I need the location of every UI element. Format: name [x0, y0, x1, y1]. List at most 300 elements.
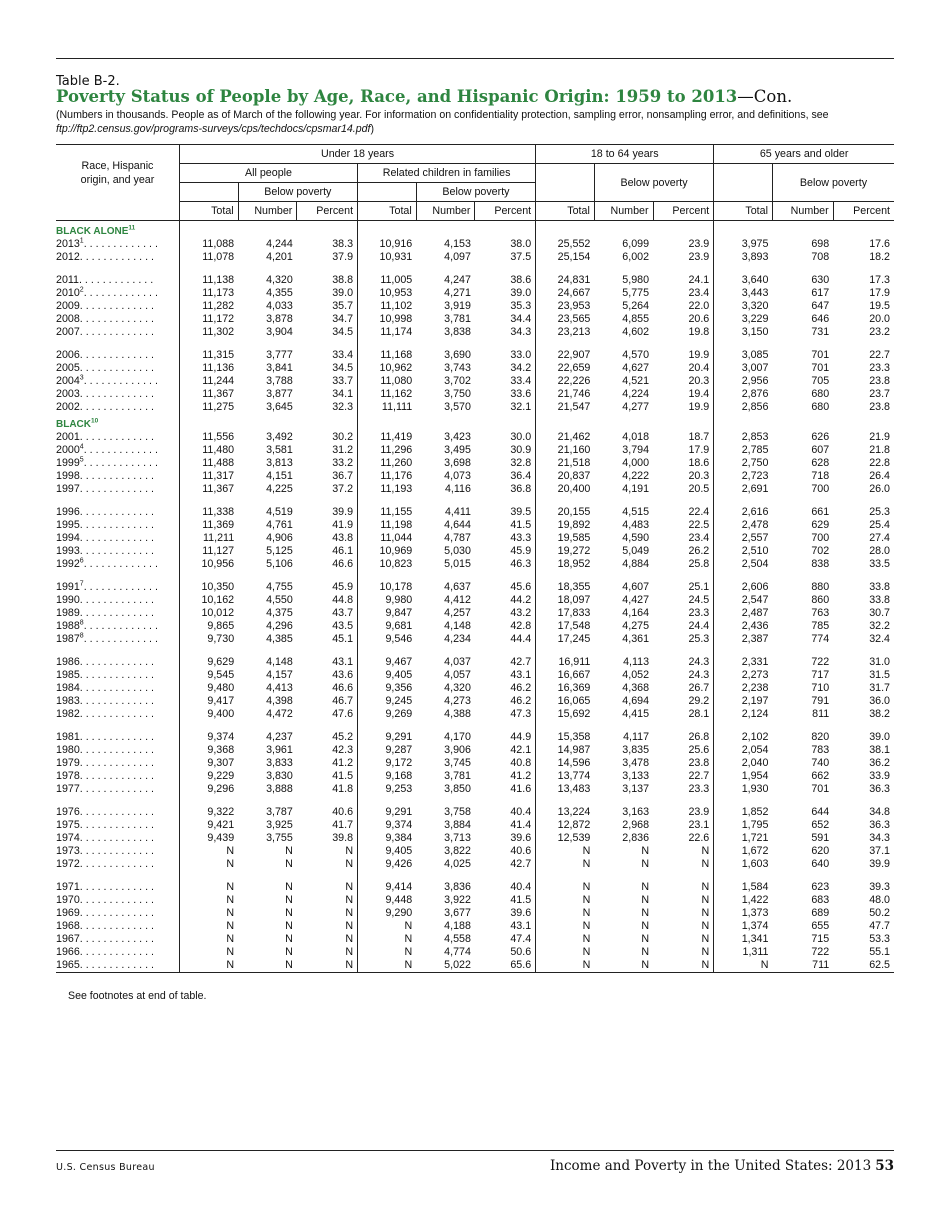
value-cell: 21.8 — [869, 444, 890, 456]
value-cell: 628 — [811, 457, 830, 469]
value-cell: 11,488 — [179, 457, 238, 470]
value-cell: 20.0 — [869, 313, 890, 325]
value-cell: 23.1 — [688, 819, 710, 831]
value-cell: N — [641, 845, 650, 857]
value-cell: 34.2 — [510, 362, 532, 374]
year-text: 2005 — [56, 362, 80, 374]
value-cell: 48.0 — [869, 894, 890, 906]
value-cell: 30.9 — [510, 444, 532, 456]
empty-cell — [714, 264, 773, 274]
value-cell: 10,962 — [358, 362, 417, 375]
value-cell: 18,097 — [536, 594, 595, 607]
value-cell: 13,774 — [536, 770, 595, 783]
value-cell: N — [701, 920, 710, 932]
empty-cell — [772, 721, 833, 731]
value-cell: 36.7 — [332, 470, 354, 482]
value-cell: 4,415 — [622, 708, 650, 720]
value-cell: 4,224 — [622, 388, 650, 400]
leader-dots: . . . . . . . . . . . . . — [79, 483, 155, 495]
value-cell: 9,480 — [179, 682, 238, 695]
value-cell: 39.9 — [869, 858, 890, 870]
value-cell: 4,000 — [622, 457, 650, 469]
year-footnote-ref: 4 — [79, 443, 84, 451]
value-cell: 4,037 — [444, 656, 471, 668]
leader-dots: . . . . . . . . . . . . . — [83, 375, 158, 387]
year-text: 1990 — [56, 594, 80, 606]
value-cell: 710 — [811, 682, 830, 694]
value-cell: 731 — [811, 326, 830, 338]
year-label — [56, 770, 179, 783]
value-cell: 19,272 — [536, 545, 595, 558]
value-cell: 11,369 — [179, 519, 238, 532]
value-cell: 4,472 — [266, 708, 293, 720]
value-cell: 14,987 — [536, 744, 595, 757]
year-label — [56, 558, 179, 571]
leader-dots: . . . . . . . . . . . . . — [79, 731, 155, 743]
value-cell: 880 — [811, 581, 830, 593]
value-cell: 20.3 — [688, 375, 710, 387]
spacer-row — [56, 646, 894, 656]
value-cell: N — [285, 894, 293, 906]
table-row — [56, 313, 894, 326]
table-row — [56, 300, 894, 313]
value-cell: 4,550 — [266, 594, 293, 606]
empty-cell — [653, 571, 714, 581]
value-cell: 9,168 — [358, 770, 417, 783]
value-cell: 9,545 — [179, 669, 238, 682]
value-cell: 11,162 — [358, 388, 417, 401]
value-cell: N — [701, 858, 710, 870]
value-cell: 32.2 — [869, 620, 890, 632]
leader-dots: . . . . . . . . . . . . . — [79, 894, 155, 906]
value-cell: N — [701, 933, 710, 945]
leader-dots: . . . . . . . . . . . . . — [79, 959, 155, 971]
value-cell: 23.4 — [688, 532, 710, 544]
empty-cell — [653, 339, 714, 349]
table-row — [56, 401, 894, 414]
empty-cell — [594, 646, 653, 656]
value-cell: N — [345, 907, 354, 919]
value-cell: N — [179, 845, 238, 858]
value-cell: 2,616 — [714, 506, 773, 519]
leader-dots: . . . . . . . . . . . . . — [79, 326, 155, 338]
table-row — [56, 470, 894, 483]
table-row — [56, 545, 894, 558]
empty-cell — [536, 796, 595, 806]
table-row — [56, 431, 894, 444]
value-cell: 4,368 — [622, 682, 650, 694]
value-cell: 4,694 — [622, 695, 650, 707]
value-cell: 34.7 — [332, 313, 354, 325]
leader-dots: . . . . . . . . . . . . . — [83, 287, 158, 299]
value-cell: 3,133 — [622, 770, 650, 782]
value-cell: 11,078 — [179, 251, 238, 264]
value-cell: N — [536, 881, 595, 894]
value-cell: 11,244 — [179, 375, 238, 388]
value-cell: N — [179, 920, 238, 933]
col-number: Number — [238, 202, 297, 221]
value-cell: N — [536, 933, 595, 946]
leader-dots: . . . . . . . . . . . . . — [79, 920, 155, 932]
section-label — [56, 414, 179, 431]
value-cell: 715 — [811, 933, 830, 945]
value-cell: 2,750 — [714, 457, 773, 470]
value-cell: 4,644 — [444, 519, 471, 531]
year-text: 1974 — [56, 832, 80, 844]
value-cell: 39.0 — [510, 287, 532, 299]
table-row — [56, 558, 894, 571]
value-cell: 27.4 — [869, 532, 890, 544]
empty-cell — [772, 871, 833, 881]
year-text: 2009 — [56, 300, 80, 312]
empty-cell — [833, 414, 894, 431]
empty-cell — [653, 721, 714, 731]
value-cell: 617 — [811, 287, 830, 299]
value-cell: 11,302 — [179, 326, 238, 339]
value-cell: 11,193 — [358, 483, 417, 496]
empty-cell — [536, 721, 595, 731]
year-text: 1976 — [56, 806, 80, 818]
value-cell: 37.2 — [332, 483, 354, 495]
value-cell: 55.1 — [869, 946, 890, 958]
value-cell: 9,414 — [358, 881, 417, 894]
value-cell: 4,097 — [444, 251, 471, 263]
value-cell: 20.3 — [688, 470, 710, 482]
empty-cell — [358, 264, 417, 274]
value-cell: 4,355 — [266, 287, 293, 299]
value-cell: 3,423 — [444, 431, 471, 443]
value-cell: 10,823 — [358, 558, 417, 571]
empty-cell — [416, 339, 475, 349]
empty-cell — [358, 571, 417, 581]
value-cell: 4,412 — [444, 594, 471, 606]
value-cell: 23.7 — [869, 388, 890, 400]
value-cell: 3,443 — [714, 287, 773, 300]
empty-cell — [238, 339, 297, 349]
value-cell: N — [179, 946, 238, 959]
value-cell: 30.7 — [869, 607, 890, 619]
value-cell: 3,755 — [266, 832, 293, 844]
value-cell: 16,667 — [536, 669, 595, 682]
table-row — [56, 483, 894, 496]
value-cell: 38.6 — [510, 274, 532, 286]
value-cell: 3,640 — [714, 274, 773, 287]
leader-dots: . . . . . . . . . . . . . — [79, 656, 155, 668]
value-cell: 3,919 — [444, 300, 471, 312]
value-cell: 11,211 — [179, 532, 238, 545]
value-cell: 3,904 — [266, 326, 293, 338]
value-cell: 31.5 — [869, 669, 890, 681]
value-cell: 4,637 — [444, 581, 471, 593]
empty-cell — [297, 646, 358, 656]
value-cell: 41.2 — [510, 770, 532, 782]
table-row — [56, 819, 894, 832]
value-cell: 701 — [811, 362, 830, 374]
col-total: Total — [358, 202, 417, 221]
year-text: 2000 — [56, 444, 80, 456]
value-cell: 39.0 — [332, 287, 354, 299]
value-cell: 3,229 — [714, 313, 773, 326]
value-cell: 23.3 — [869, 362, 890, 374]
value-cell: 4,398 — [266, 695, 293, 707]
leader-dots: . . . . . . . . . . . . . — [79, 470, 155, 482]
year-text: 1982 — [56, 708, 80, 720]
value-cell: 4,361 — [622, 633, 650, 645]
spacer-row — [56, 496, 894, 506]
value-cell: N — [536, 858, 595, 871]
value-cell: 4,271 — [444, 287, 471, 299]
section-header-row — [56, 221, 894, 239]
value-cell: 39.3 — [869, 881, 890, 893]
year-text: 2008 — [56, 313, 80, 325]
value-cell: 22.5 — [688, 519, 710, 531]
year-label — [56, 506, 179, 519]
year-label — [56, 483, 179, 496]
leader-dots: . . . . . . . . . . . . . — [79, 506, 155, 518]
value-cell: 28.0 — [869, 545, 890, 557]
value-cell: 4,413 — [266, 682, 293, 694]
all-people-header: All people — [179, 164, 357, 183]
table-row — [56, 845, 894, 858]
leader-dots: . . . . . . . . . . . . . — [79, 594, 155, 606]
value-cell: 11,315 — [179, 349, 238, 362]
value-cell: 22.7 — [688, 770, 710, 782]
value-cell: 11,088 — [179, 238, 238, 251]
empty-cell — [358, 796, 417, 806]
value-cell: 2,387 — [714, 633, 773, 646]
value-cell: 11,044 — [358, 532, 417, 545]
value-cell: 9,421 — [179, 819, 238, 832]
col-percent: Percent — [833, 202, 894, 221]
leader-dots: . . . . . . . . . . . . . — [79, 349, 155, 361]
value-cell: N — [238, 959, 297, 973]
leader-dots: . . . . . . . . . . . . . — [79, 907, 155, 919]
value-cell: 24.5 — [688, 594, 710, 606]
value-cell: 31.0 — [869, 656, 890, 668]
value-cell: 3,570 — [444, 401, 471, 413]
value-cell: 3,822 — [444, 845, 471, 857]
year-label — [56, 251, 179, 264]
leader-dots: . . . . . . . . . . . . . — [79, 607, 155, 619]
value-cell: 25.8 — [688, 558, 710, 570]
value-cell: 9,307 — [179, 757, 238, 770]
value-cell: 11,138 — [179, 274, 238, 287]
value-cell: 36.0 — [869, 695, 890, 707]
value-cell: 23,953 — [536, 300, 595, 313]
value-cell: 11,282 — [179, 300, 238, 313]
leader-dots: . . . . . . . . . . . . . — [79, 251, 155, 263]
value-cell: 34.5 — [332, 362, 354, 374]
empty-cell — [56, 571, 179, 581]
empty-cell — [416, 796, 475, 806]
value-cell: 2,876 — [714, 388, 773, 401]
year-text: 1984 — [56, 682, 80, 694]
value-cell: 10,998 — [358, 313, 417, 326]
value-cell: N — [285, 933, 293, 945]
value-cell: N — [179, 959, 238, 973]
table-body — [56, 221, 894, 973]
value-cell: 3,850 — [444, 783, 471, 795]
value-cell: 19.5 — [869, 300, 890, 312]
value-cell: 41.5 — [510, 519, 532, 531]
value-cell: 46.1 — [332, 545, 354, 557]
value-cell: 4,157 — [266, 669, 293, 681]
col-number: Number — [594, 202, 653, 221]
value-cell: N — [179, 907, 238, 920]
year-text: 1975 — [56, 819, 80, 831]
value-cell: 2,968 — [622, 819, 650, 831]
value-cell: 2,487 — [714, 607, 773, 620]
value-cell: 45.1 — [332, 633, 354, 645]
year-text: 2011 — [56, 274, 79, 286]
value-cell: 11,317 — [179, 470, 238, 483]
leader-dots: . . . . . . . . . . . . . — [79, 744, 155, 756]
value-cell: 9,269 — [358, 708, 417, 721]
leader-dots: . . . . . . . . . . . . . — [79, 845, 155, 857]
value-cell: 42.7 — [510, 656, 532, 668]
table-row — [56, 506, 894, 519]
empty-cell — [179, 339, 238, 349]
value-cell: N — [297, 959, 358, 973]
value-cell: 9,426 — [358, 858, 417, 871]
year-label — [56, 594, 179, 607]
value-cell: 9,172 — [358, 757, 417, 770]
section-footnote-ref: 10 — [91, 417, 99, 425]
value-cell: 783 — [811, 744, 830, 756]
value-cell: 4,151 — [266, 470, 293, 482]
value-cell: 53.3 — [869, 933, 890, 945]
value-cell: 21,518 — [536, 457, 595, 470]
below-poverty-related-header: Below poverty — [416, 183, 535, 202]
empty-cell — [833, 221, 894, 239]
notes-text: (Numbers in thousands. People as of March of the following year. For information on confidentiality protection, sampling error, nonsampling error, and definitions, see — [56, 109, 829, 121]
value-cell: 43.5 — [332, 620, 354, 632]
value-cell: 4,153 — [444, 238, 471, 250]
value-cell: 4,755 — [266, 581, 293, 593]
value-cell: 39.6 — [510, 832, 532, 844]
table-notes — [56, 109, 894, 136]
value-cell: 10,931 — [358, 251, 417, 264]
value-cell: 11,127 — [179, 545, 238, 558]
value-cell: 17.6 — [869, 238, 890, 250]
value-cell: N — [345, 845, 354, 857]
value-cell: 722 — [811, 946, 830, 958]
value-cell: 22,907 — [536, 349, 595, 362]
value-cell: N — [285, 907, 293, 919]
year-text: 1979 — [56, 757, 80, 769]
empty-cell — [179, 796, 238, 806]
value-cell: 24,831 — [536, 274, 595, 287]
value-cell: 3,975 — [714, 238, 773, 251]
empty-cell — [297, 414, 358, 431]
value-cell: 65.6 — [475, 959, 536, 973]
value-cell: 38.1 — [869, 744, 890, 756]
value-cell: 623 — [811, 881, 830, 893]
leader-dots: . . . . . . . . . . . . . — [83, 238, 158, 250]
table-row — [56, 362, 894, 375]
empty-cell — [416, 646, 475, 656]
value-cell: 19.8 — [688, 326, 710, 338]
value-cell: 2,124 — [714, 708, 773, 721]
value-cell: 12,872 — [536, 819, 595, 832]
value-cell: 785 — [811, 620, 830, 632]
value-cell: 640 — [811, 858, 830, 870]
value-cell: 3,922 — [444, 894, 471, 906]
value-cell: 662 — [811, 770, 830, 782]
value-cell: 25.3 — [688, 633, 710, 645]
table-row — [56, 519, 894, 532]
empty-cell — [179, 571, 238, 581]
value-cell: 36.3 — [869, 819, 890, 831]
value-cell: N — [179, 881, 238, 894]
value-cell: 4,607 — [622, 581, 650, 593]
value-cell: 5,022 — [416, 959, 475, 973]
value-cell: 26.8 — [688, 731, 710, 743]
value-cell: 4,201 — [266, 251, 293, 263]
value-cell: N — [701, 907, 710, 919]
year-label — [56, 444, 179, 457]
table-row — [56, 695, 894, 708]
year-text: 1983 — [56, 695, 80, 707]
table-row — [56, 757, 894, 770]
value-cell: 9,847 — [358, 607, 417, 620]
empty-cell — [179, 221, 238, 239]
empty-cell — [297, 721, 358, 731]
value-cell: 11,275 — [179, 401, 238, 414]
value-cell: N — [358, 959, 417, 973]
notes-end: ) — [370, 122, 374, 135]
empty-cell — [594, 871, 653, 881]
value-cell: 3,788 — [266, 375, 293, 387]
value-cell: 44.9 — [510, 731, 532, 743]
value-cell: 1,603 — [714, 858, 773, 871]
leader-dots: . . . . . . . . . . . . . — [79, 362, 155, 374]
value-cell: 44.4 — [510, 633, 532, 645]
value-cell: 680 — [811, 388, 830, 400]
table-row — [56, 682, 894, 695]
value-cell: 2,436 — [714, 620, 773, 633]
notes-link[interactable]: ftp://ftp2.census.gov/programs-surveys/cps/techdocs/cpsmar14.pdf — [56, 122, 371, 135]
value-cell: 62.5 — [833, 959, 894, 973]
value-cell: 3,893 — [714, 251, 773, 264]
year-text: 1970 — [56, 894, 80, 906]
value-cell: 2,510 — [714, 545, 773, 558]
value-cell: 4,191 — [622, 483, 650, 495]
value-cell: 607 — [811, 444, 830, 456]
table-row — [56, 744, 894, 757]
footer-publication-title: Income and Poverty in the United States: 2013 — [549, 1158, 872, 1174]
table-row — [56, 581, 894, 594]
year-label — [56, 757, 179, 770]
value-cell: 15,358 — [536, 731, 595, 744]
empty-cell — [772, 339, 833, 349]
year-text: 1981 — [56, 731, 80, 743]
table-row — [56, 457, 894, 470]
value-cell: 4,222 — [622, 470, 650, 482]
value-cell: 18,952 — [536, 558, 595, 571]
value-cell: 4,375 — [266, 607, 293, 619]
value-cell: 774 — [811, 633, 830, 645]
year-text: 1968 — [56, 920, 80, 932]
value-cell: 19,585 — [536, 532, 595, 545]
empty-cell — [297, 871, 358, 881]
value-cell: 19.4 — [688, 388, 710, 400]
footnote: See footnotes at end of table. — [68, 990, 207, 1002]
year-label — [56, 731, 179, 744]
year-label — [56, 401, 179, 414]
year-label — [56, 959, 179, 973]
value-cell: 4,237 — [266, 731, 293, 743]
